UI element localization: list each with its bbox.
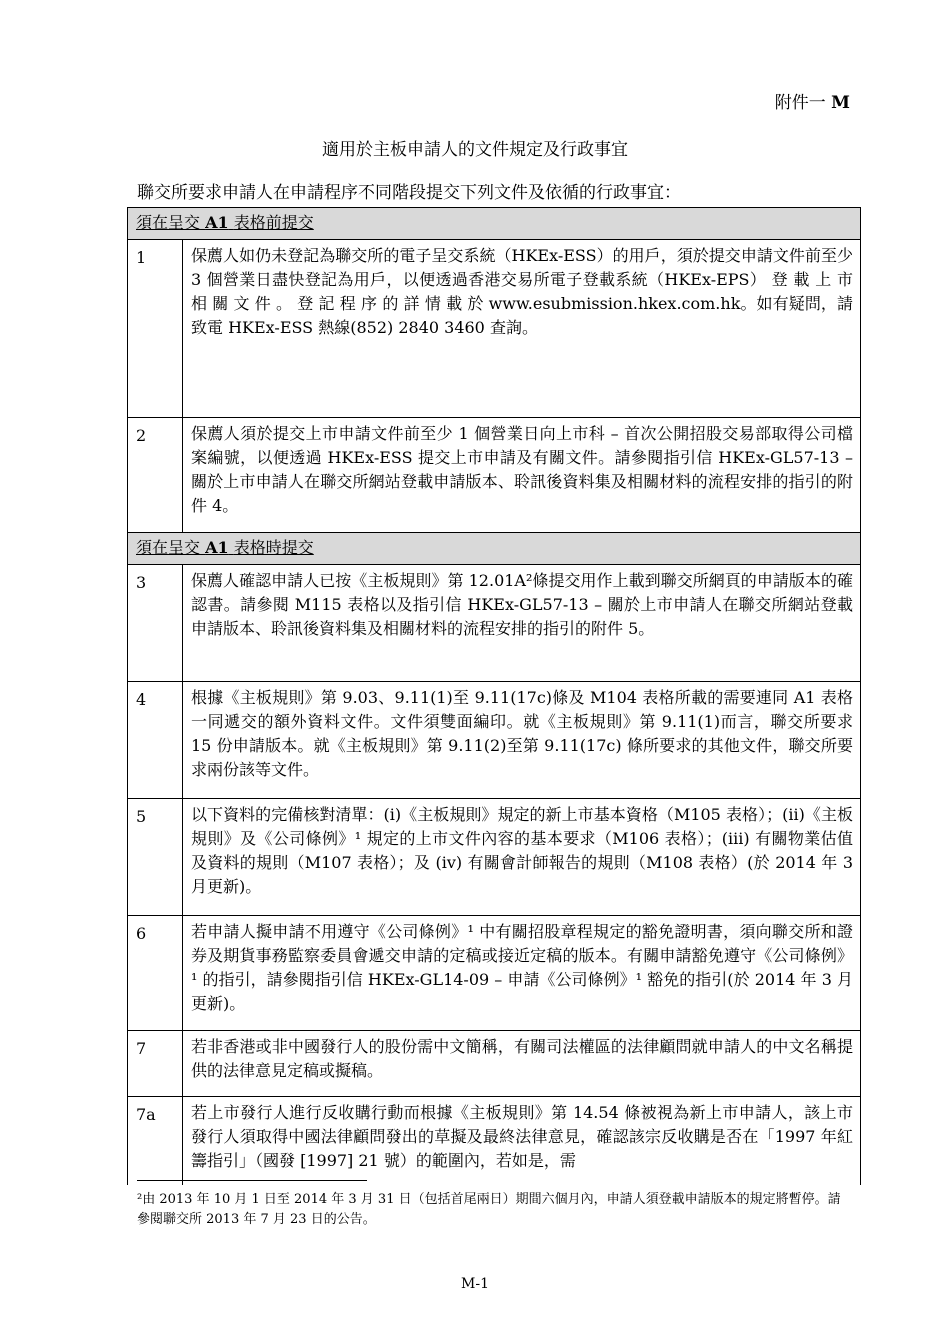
- requirements-table: [127, 207, 861, 1185]
- annex-label: [760, 88, 850, 113]
- item-text: 保薦人如仍未登記為聯交所的電子呈交系統（HKEx-ESS）的用戶，須於提交申請文件前至少 3 個營業日盡快登記為用戶，以便透過香港交易所電子登載系統（HKEx-EPS） 登 載 上 市 相 關 文 件 。 登 記 程 序 的 詳 情 載 於 www.esubmission.hkex.com.hk。如有疑問，請致電 HKEx-ESS 熱線(852) 2840 3460 查詢。: [183, 240, 861, 418]
- page-title: 適用於主板申請人的文件規定及行政事宜: [322, 140, 628, 160]
- item-text: 若非香港或非中國發行人的股份需中文簡稱，有關司法權區的法律顧問就申請人的中文名稱提供的法律意見定稿或擬稿。: [183, 1031, 861, 1097]
- annex-letter: M: [831, 93, 850, 113]
- section-header-before: [128, 208, 861, 240]
- table-row: [128, 240, 861, 418]
- item-number: 7a: [128, 1097, 183, 1185]
- table-row: [128, 418, 861, 533]
- item-number: 7: [128, 1031, 183, 1097]
- item-number: 5: [128, 799, 183, 916]
- item-number: 4: [128, 682, 183, 799]
- annex-prefix: 附件一: [774, 93, 826, 113]
- item-number: 2: [128, 418, 183, 533]
- table-row: [128, 1031, 861, 1097]
- item-text: 若申請人擬申請不用遵守《公司條例》¹ 中有關招股章程規定的豁免證明書，須向聯交所和證券及期貨事務監察委員會遞交申請的定稿或接近定稿的版本。有關申請豁免遵守《公司條例》¹ 的指引，請參閱指引信 HKEx-GL14-09 – 申請《公司條例》¹ 豁免的指引(於 2014 年 3 月更新)。: [183, 916, 861, 1031]
- item-number: 6: [128, 916, 183, 1031]
- table-row: [128, 565, 861, 682]
- section-suffix: 表格前提交: [233, 213, 314, 232]
- item-text: 保薦人確認申請人已按《主板規則》第 12.01A²條提交用作上載到聯交所網頁的申請版本的確認書。請參閱 M115 表格以及指引信 HKEx-GL57-13 – 關於上市申請人在聯交所網站登載申請版本、聆訊後資料集及相關材料的流程安排的指引的附件 5。: [183, 565, 861, 682]
- section-form: A1: [205, 213, 229, 232]
- section-prefix: 須在呈交: [136, 538, 201, 557]
- table-row: [128, 682, 861, 799]
- section-form: A1: [205, 538, 229, 557]
- item-text: 以下資料的完備核對清單：(i)《主板規則》規定的新上市基本資格（M105 表格）；(ii)《主板規則》及《公司條例》¹ 規定的上市文件內容的基本要求（M106 表格）；(iii) 有關物業估值及資料的規則（M107 表格）；及 (iv) 有關會計師報告的規則（M108 表格）(於 2014 年 3 月更新)。: [183, 799, 861, 916]
- item-text: 保薦人須於提交上市申請文件前至少 1 個營業日向上市科 – 首次公開招股交易部取得公司檔案編號，以便透過 HKEx-ESS 提交上市申請及有關文件。請參閱指引信 HKEx-GL57-13 – 關於上市申請人在聯交所網站登載申請版本、聆訊後資料集及相關材料的流程安排的指引的附件 4。: [183, 418, 861, 533]
- section-prefix: 須在呈交: [136, 213, 201, 232]
- item-number: 1: [128, 240, 183, 418]
- table-row: [128, 1097, 861, 1185]
- item-text: 根據《主板規則》第 9.03、9.11(1)至 9.11(17c)條及 M104 表格所載的需要連同 A1 表格一同遞交的額外資料文件。文件須雙面編印。就《主板規則》第 9.11(1)而言，聯交所要求 15 份申請版本。就《主板規則》第 9.11(2)至第 9.11(17c) 條所要求的其他文件，聯交所要求兩份該等文件。: [183, 682, 861, 799]
- table-row: [128, 916, 861, 1031]
- item-text: 若上市發行人進行反收購行動而根據《主板規則》第 14.54 條被視為新上市申請人，該上市發行人須取得中國法律顧問發出的草擬及最終法律意見，確認該宗反收購是否在「1997 年紅籌指引」（國發 [1997] 21 號）的範圍內，若如是，需: [183, 1097, 861, 1185]
- intro-paragraph: 聯交所要求申請人在申請程序不同階段提交下列文件及依循的行政事宜：: [137, 183, 681, 203]
- section-suffix: 表格時提交: [233, 538, 314, 557]
- table-row: [128, 799, 861, 916]
- item-number: 3: [128, 565, 183, 682]
- page-number: M-1: [461, 1276, 489, 1292]
- section-header-with: [128, 533, 861, 565]
- footnote: ²由 2013 年 10 月 1 日至 2014 年 3 月 31 日（包括首尾兩日）期間六個月內，申請人須登載申請版本的規定將暫停。請參閱聯交所 2013 年 7 月 23 日的公告。: [137, 1192, 841, 1227]
- footnote-divider: [137, 1180, 367, 1181]
